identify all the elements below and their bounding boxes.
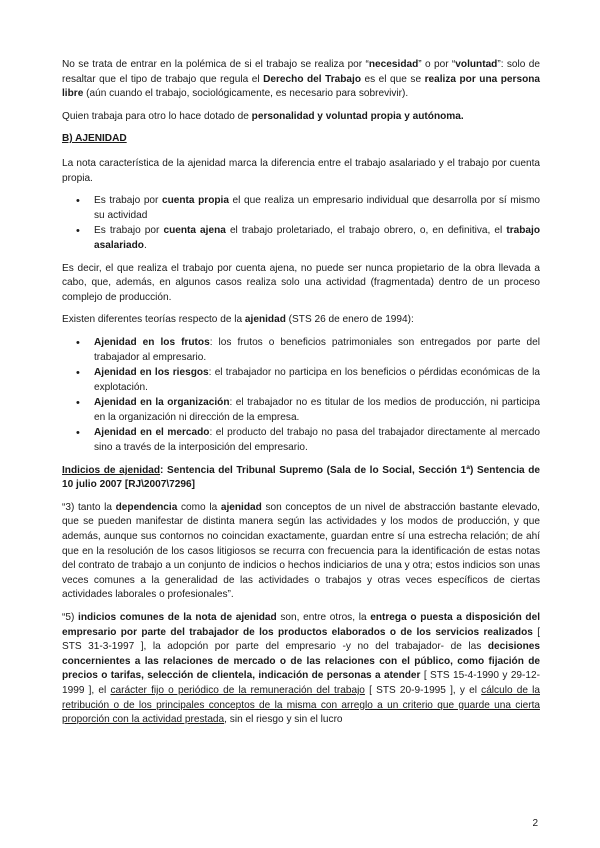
paragraph-necesidad-voluntad: No se trata de entrar en la polémica de si el trabajo se realiza por “necesidad” o por “voluntad”: solo de resaltar que el tipo de trabajo que regula el Derecho del Trabajo es el que se realiza por una persona libre (aún cuando el trabajo, sociológicamente, es necesario para sobrevivir). [62, 59, 541, 100]
paragraph-quote-5: “5) indicios comunes de la nota de ajenidad son, entre otros, la entrega o puesta a disposición del empresario por parte del trabajador de los productos elaborados o de los servicios realizados [ STS 31-3-1997 ], la adopción por parte del empresario -y no del trabajador- de las decisiones concernientes a las relaciones de mercado o de las relaciones con el público, como fijación de precios o tarifas, selección de clientela, indicación de personas a atender [ STS 15-4-1990 y 29-12-1999 ], el carácter fijo o periódico de la remuneración del trabajo [ STS 20-9-1995 ], y el cálculo de la retribución o de los principales conceptos de la misma con arreglo a un criterio que guarde una cierta proporción con la actividad prestada, sin el riesgo y sin el lucro [62, 612, 541, 726]
paragraph-indicios-title: Indicios de ajenidad: Sentencia del Tribunal Supremo (Sala de lo Social, Sección 1ª) Sentencia de 10 julio 2007 [RJ\2007\7296] [62, 464, 540, 491]
paragraph-personalidad: Quien trabaja para otro lo hace dotado de personalidad y voluntad propia y autónoma. [62, 110, 464, 122]
list-ajenidad-teorias [62, 336, 540, 456]
document-page [62, 58, 540, 736]
paragraph-nota-caracteristica: La nota característica de la ajenidad marca la diferencia entre el trabajo asalariado y el trabajo por cuenta propia. [62, 157, 540, 184]
list-item: • Ajenidad en la organización: el trabajador no es titular de los medios de producción, ni participa en la organización ni dirección de la empresa. [62, 396, 540, 425]
section-heading: B) AJENIDAD [62, 133, 127, 145]
list-item: • Ajenidad en los frutos: los frutos o beneficios patrimoniales son entregados por parte del trabajador al empresario. [62, 336, 540, 365]
list-item: • Es trabajo por cuenta propia el que realiza un empresario individual que desarrolla por sí mismo su actividad [62, 194, 540, 223]
page-number: 2 [532, 818, 538, 829]
list-cuenta [62, 194, 540, 253]
paragraph-quote-3: “3) tanto la dependencia como la ajenidad son conceptos de un nivel de abstracción bastante elevado, que se pueden manifestar de distinta manera según las actividades y los modos de producción, y que además, aunque sus contornos no coincidan exactamente, guardan entre sí una estrecha relación; de ahí que en la resolución de los casos litigiosos se recurra con frecuencia para la identificación de estas notas del contrato de trabajo a un conjunto de indicios o hechos indiciarios de una y otra; estos indicios son unas veces comunes a la generalidad de las actividades o trabajos y otras veces específicos de ciertas actividades laborales o profesionales”. [62, 501, 540, 601]
list-item: • Ajenidad en los riesgos: el trabajador no participa en los beneficios o pérdidas económicas de la explotación. [62, 366, 540, 395]
paragraph-es-decir: Es decir, el que realiza el trabajo por cuenta ajena, no puede ser nunca propietario de la obra llevada a cabo, que, además, en algunos casos realiza solo una actividad (fragmentada) dentro de un proceso complejo de producción. [62, 262, 540, 303]
list-item: • Ajenidad en el mercado: el producto del trabajo no pasa del trabajador directamente al mercado sino a través de la interposición del empresario. [62, 426, 540, 455]
list-item: • Es trabajo por cuenta ajena el trabajo proletariado, el trabajo obrero, o, en definitiva, el trabajo asalariado. [62, 224, 540, 253]
paragraph-teorias: Existen diferentes teorías respecto de la ajenidad (STS 26 de enero de 1994): [62, 314, 414, 326]
